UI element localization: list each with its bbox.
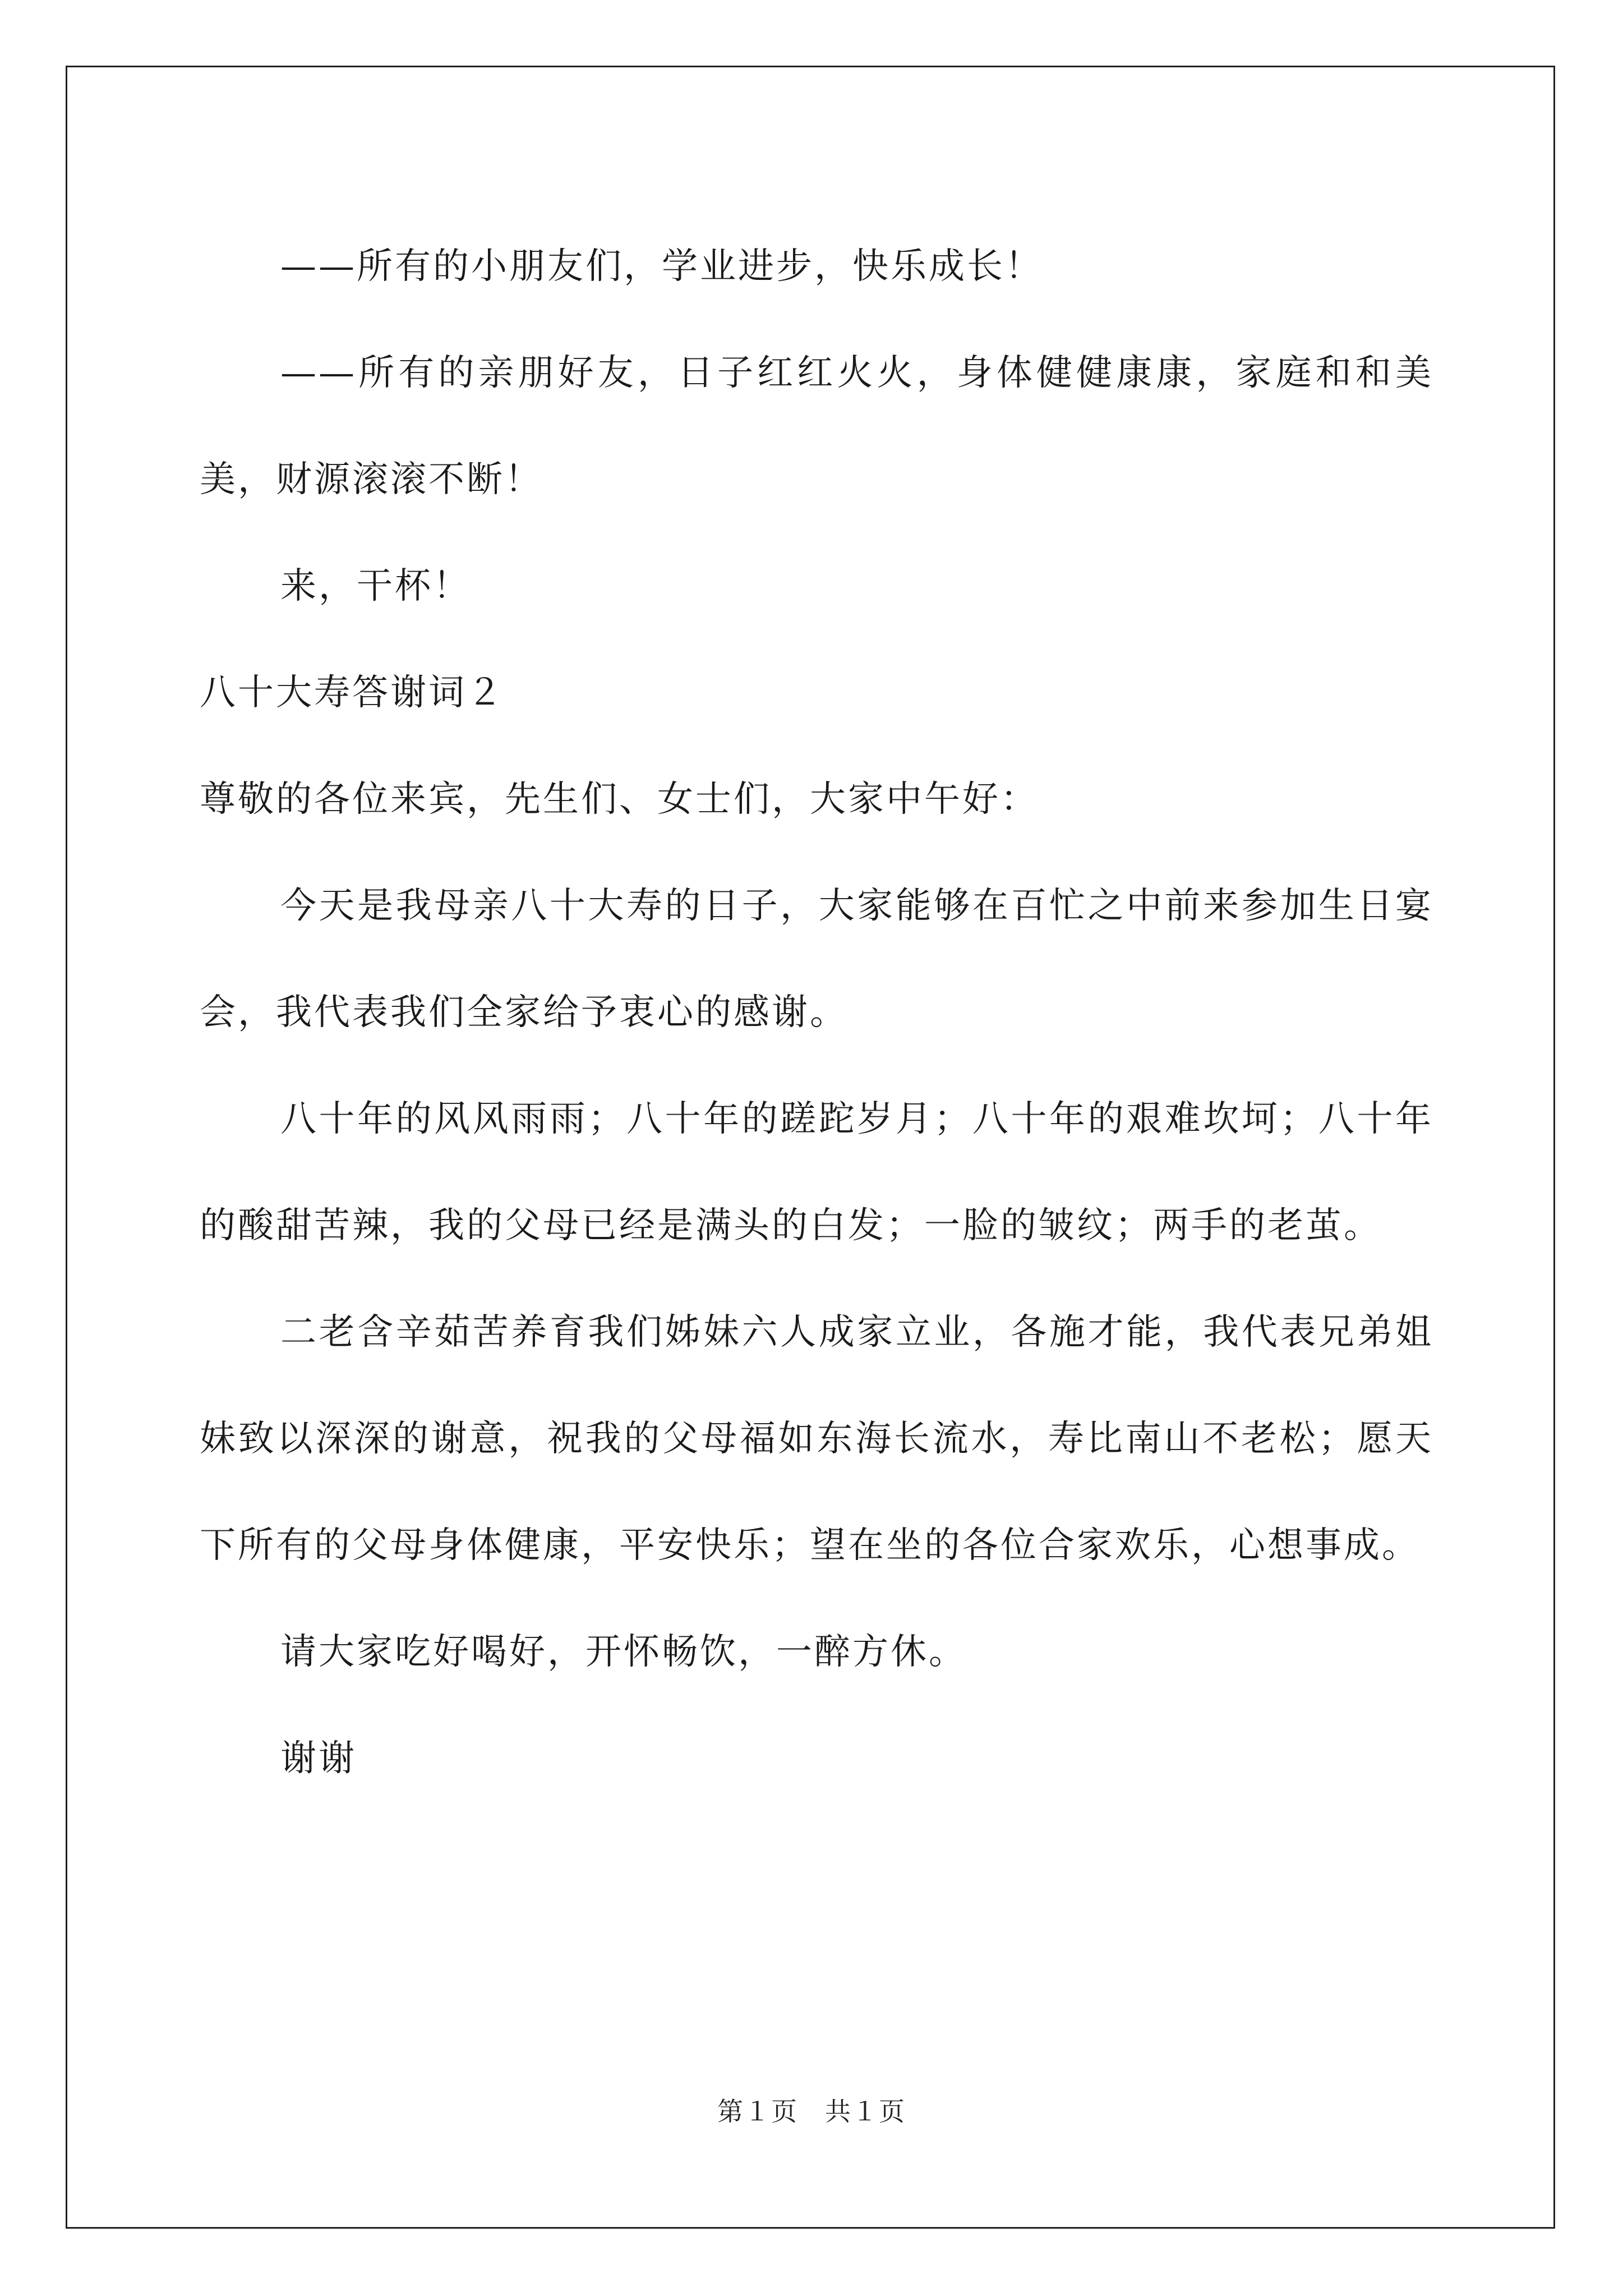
paragraph-gratitude: 二老含辛茹苦养育我们姊妹六人成家立业，各施才能，我代表兄弟姐妹致以深深的谢意，祝我的父母福如东海长流水，寿比南山不老松；愿天下所有的父母身体健康，平安快乐；望在坐的各位合家欢乐，心想事成。	[200, 1312, 1433, 1566]
paragraph-eighty-years: 八十年的风风雨雨；八十年的蹉跎岁月；八十年的艰难坎坷；八十年的酸甜苦辣，我的父母已经是满头的白发；一脸的皱纹；两手的老茧。	[200, 1098, 1433, 1246]
paragraph-thanks: 谢谢	[280, 1738, 357, 1779]
paragraph-wish-children: ——所有的小朋友们，学业进步，快乐成长！	[280, 246, 1043, 287]
paragraph-wish-friends: ——所有的亲朋好友，日子红红火火，身体健健康康，家庭和和美美，财源滚滚不断！	[200, 352, 1433, 500]
paragraph-invitation: 请大家吃好喝好，开怀畅饮，一醉方休。	[280, 1631, 967, 1673]
section-title: 八十大寿答谢词２	[200, 672, 505, 714]
document-body	[200, 213, 1433, 1812]
page-footer: 第１页 共１页	[717, 2096, 906, 2127]
paragraph-toast: 来，干杯！	[280, 565, 471, 607]
salutation: 尊敬的各位来宾，先生们、女士们，大家中午好：	[200, 779, 1039, 820]
paragraph-opening: 今天是我母亲八十大寿的日子，大家能够在百忙之中前来参加生日宴会，我代表我们全家给予衷心的感谢。	[200, 885, 1433, 1033]
